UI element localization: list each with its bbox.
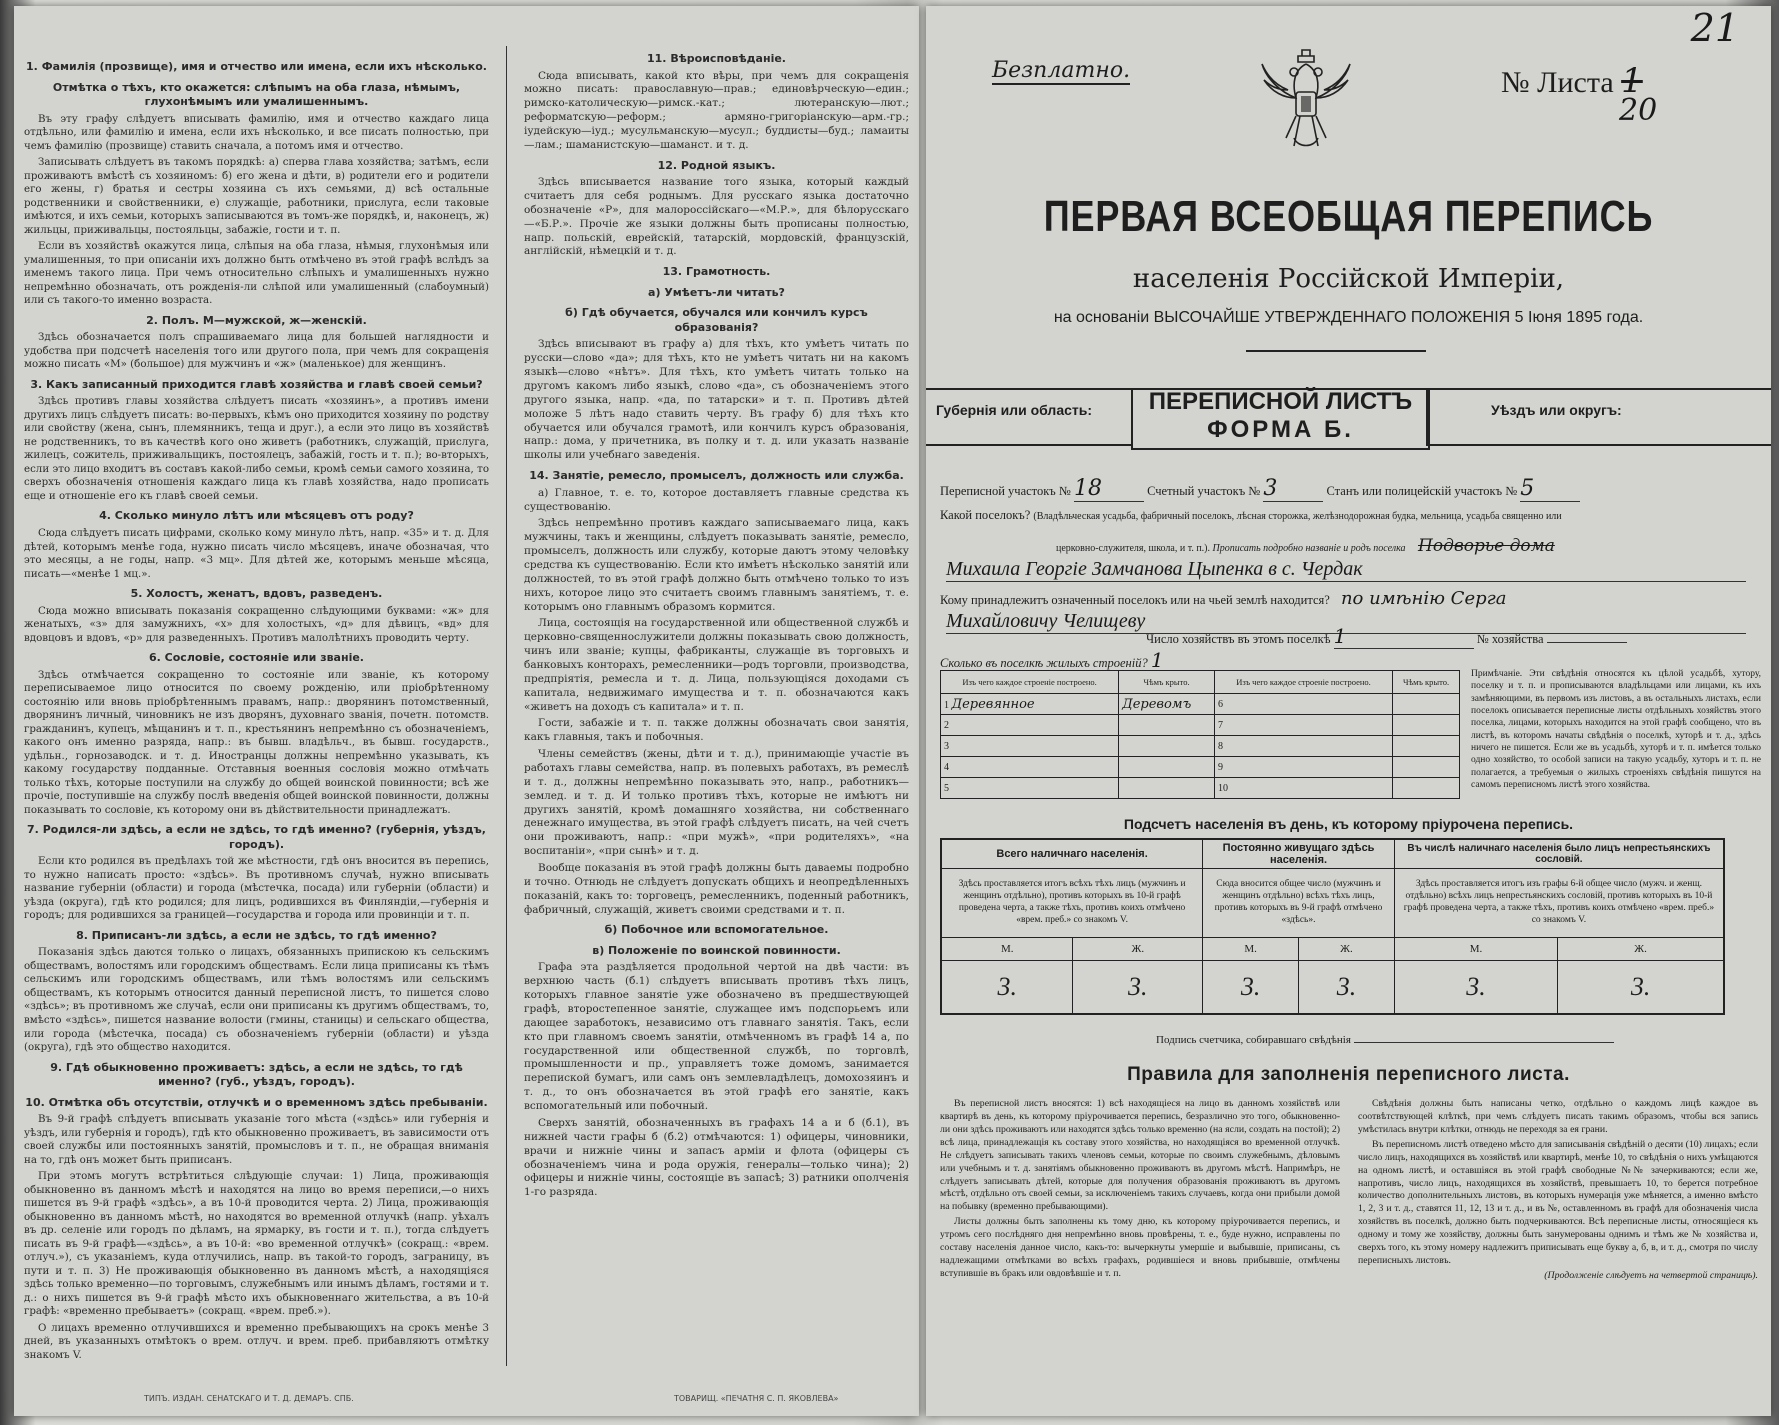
district-value: 18 [1074,476,1144,502]
buildings-cell [1393,757,1460,778]
form-header-divider [1426,388,1428,446]
section-paragraph: Лица, состоящія на государственной или общественной службѣ и церковно-священнослужители должны показывать свою должность, чинъ или званіе; купцы, фабриканты, служащіе въ торговыхъ и банковыхъ конторахъ, ремесленники—родъ торговли, производства, предпріятія, ремесла и т. д. Лица, пользующіяся доходами съ капитала, недвижимаго имущества и т. п. обозначаются какъ «живетъ на доходъ съ капитала» и т. п. [524,617,909,713]
section-heading: 3. Какъ записанный приходится главѣ хозяйства и главѣ своей семьи? [30,377,483,391]
count-male-header: М. [1203,938,1299,961]
count-female-header: Ж. [1073,938,1203,961]
buildings-cell [1393,736,1460,757]
buildings-line [940,648,1164,672]
rules-column-1 [940,1098,1340,1283]
section-heading: 12. Родной языкъ. [657,158,776,172]
settlement-line [940,508,1562,523]
stan-label: Станъ или полицейскій участокъ № [1326,484,1518,498]
instructions-column-2 [524,46,909,1203]
printer-imprint-left: ТИПЪ. ИЗДАН. СЕНАТСКАГО И Т. Д. ДЕМАРЪ. СПБ. [144,1394,354,1403]
section-paragraph: Графа эта раздѣляется продольной чертой на двѣ части: въ верхнюю часть (б.1) слѣдуетъ вписывать противъ тѣхъ лицъ, которыхъ главное занятіе уже обозначено въ предшествующей графѣ, второстепенное занятіе, служащее имъ подспорьемъ или дающее заработокъ, независимо отъ главнаго занятія. Такъ, если кто при главномъ своемъ занятіи, отмѣченномъ въ графѣ 14 а, по государственной или общественной службѣ, по торговлѣ, промышленности и пр., управляетъ тоже домомъ, занимается перепиской бумагъ, или самъ онъ землевладѣлецъ, домохозяинъ и т. д., то онъ обозначается въ этой графѣ его занятіе, какъ вспомогательный или побочный. [524,961,909,1113]
population-count-title: Подсчетъ населенія въ день, къ которому пріурочена перепись. [1123,816,1574,832]
settlement-handwriting-2: Михаила Георгіе Замчанова Цыпенка в с. Чердак [946,558,1746,582]
section-heading: в) Положеніе по воинской повинности. [592,943,841,957]
buildings-cell: 8 [1214,736,1392,757]
count-header-total: Всего наличнаго населенія. [941,839,1203,869]
printer-imprint-right: ТОВАРИЩ. «ПЕЧАТНЯ С. П. ЯКОВЛЕВА» [674,1394,839,1403]
rules-paragraph: Свѣдѣнія должны быть написаны четко, отдѣльно о каждомъ лицѣ каждое въ соотвѣтствующей клѣткѣ, при чемъ слѣдуетъ писать такимъ образомъ, чтобы вся запись умѣстилась внутри клѣтки, отнюдь не переходя за ея грани. [1358,1098,1758,1135]
free-label: Безплатно. [992,58,1131,83]
households-line [1146,624,1627,649]
buildings-cell [941,694,1119,715]
settlement-hint-line [1056,536,1555,556]
buildings-cell: 5 [941,778,1119,799]
section-heading: Отмѣтка о тѣхъ, кто окажется: слѣпымъ на оба глаза, нѣмымъ, глухонѣмымъ или умалишеннымъ. [52,80,461,109]
section-heading: 4. Сколько минуло лѣтъ или мѣсяцевъ отъ роду? [99,509,414,523]
section-heading: 8. Приписанъ-ли здѣсь, а если не здѣсь, то гдѣ именно? [76,928,437,942]
section-heading: 14. Занятіе, ремесло, промыселъ, должность или служба. [529,469,904,483]
buildings-cell: 9 [1214,757,1392,778]
buildings-cell: 2 [941,715,1119,736]
households-value: 1 [1334,624,1474,649]
count-permanent-female: 3. [1299,961,1395,1015]
rules-paragraph: Листы должны быть заполнены къ тому дню, къ которому пріурочивается перепись, и утромъ сего послѣдняго дня непремѣнно вновь провѣрены, т. е., буде нужно, исправлены по составу населенія данное число, какъ-то: вычеркнуты умершіе и выбывшіе, приписаны, съ надлежащими отмѣтками во всѣхъ графахъ, родившіеся и вновь прибывшіе, отмѣчены вступившіе въ бракъ или овдовѣвшіе и т. п. [940,1216,1340,1279]
archive-page-number: 21 [1690,6,1739,50]
rules-column-2 [1358,1098,1758,1285]
rules-paragraph: Въ переписной листъ вносятся: 1) всѣ находящіеся на лицо въ данномъ хозяйствѣ или квартирѣ въ день, къ которому пріурочивается перепись, безразлично это того, обыкновенно-ли они здѣсь проживаютъ или находятся здѣсь только временно (на ясли, создать на постой); 2) всѣ лица, принадлежащія къ составу этого хозяйства, но находящіяся во временной отлучкѣ. Не слѣдуетъ записывать такихъ членовъ семьи, которые по своимъ служебнымъ, дѣловымъ или учебнымъ и т. д. занятіямъ обыкновенно проживаютъ въ другомъ мѣстѣ. Напримѣръ, не слѣдуетъ записывать дѣтей, которые для получения образованія проживаютъ въ другомъ мѣстѣ, отдѣльно отъ своей семьи, за исключеніемъ такихъ случаевъ, когда они прибыли домой на побывку (временно пребывающими). [940,1098,1340,1213]
form-header-bottom-rule-left [926,444,1131,446]
buildings-col-material-1: Изъ чего каждое строеніе построено. [941,671,1119,694]
buildings-cell: 7 [1214,715,1392,736]
count-nonpeasant-female: 3. [1558,961,1724,1015]
district-line [940,476,1580,502]
section-paragraph: Здѣсь вписывают въ графу а) для тѣхъ, кто умѣетъ читать по русски—слово «да»; для тѣхъ, кто не умѣетъ читать ни на какомъ языкѣ—слово «нѣтъ». Для тѣхъ, кто умѣетъ читать только на другомъ какомъ либо языкѣ, слово «да», съ обозначеніемъ этого другого языка, напр. «да, по татарски» и т. п. Противъ дѣтей моложе 5 лѣтъ надо ставить черту. Въ графу б) для тѣхъ кто обучается или обучался грамотѣ, или кончилъ курсъ образованія, напр.: дома, у причетника, въ полку и т. д. или указать названіе школы или учебнаго заведенія. [524,338,909,462]
section-paragraph: Здѣсь противъ главы хозяйства слѣдуетъ писать «хозяинъ», а противъ имени другихъ лицъ слѣдуетъ писать: во-первыхъ, кѣмъ оно приходится хозяину по родству или свойству (жена, сынъ, племянникъ, теща и друг.), а если это лицо въ хозяйствѣ не родственникъ, то въ качествѣ кого оно живетъ (работникъ, служащій, прислуга, жилецъ, сожитель, приживальщикъ, постоялецъ, забажій, гость и т. п.); во-вторыхъ, если это лицо входитъ въ составъ какой-либо семьи, кромѣ семьи самого хозяина, то сверхъ обозначенія отношенія каждаго лица къ главѣ хозяйства, надо прописать еще и отношеніе его къ главѣ своей семьи. [24,395,489,502]
buildings-cell [1393,694,1460,715]
section-paragraph: Здѣсь обозначается полъ спрашиваемаго лица для большей наглядности и удобства при подсчетѣ населенія того или другого пола, при чемъ для сокращенія можно писать «М» (большое) для мужчинъ и «ж» (маленькое) для женщинъ. [24,331,489,371]
section-heading: 6. Сословіе, состояніе или званіе. [149,651,364,665]
count-header-nonpeasant: Въ числѣ наличнаго населенія было лицъ непрестьянскихъ сословій. [1394,839,1724,869]
sheet-number-value: 1 [1621,61,1643,101]
district-label: Переписной участокъ № [940,484,1071,498]
count-header-permanent: Постоянно живущаго здѣсь населенія. [1203,839,1395,869]
section-paragraph: Если въ хозяйствѣ окажутся лица, слѣпыя на оба глаза, нѣмыя, глухонѣмыя или умалишенныя, то при описаніи ихъ должно быть отмѣчено въ этой графѣ вслѣдъ за именемъ такого лица. При чемъ относительно слѣпыхъ и умалишенныхъ нужно непремѣнно обозначать, отъ рожденія-ли слѣпой или умалишенный (слабоумный) или съ такого-то именно возраста. [24,240,489,307]
count-district-label: Счетный участокъ № [1147,484,1261,498]
section-heading: 13. Грамотность. [662,265,771,279]
form-title-box [1131,388,1430,450]
stan-value: 5 [1520,476,1580,502]
buildings-col-roof-2: Чѣмъ крыто. [1393,671,1460,694]
left-page-instructions [14,6,919,1416]
buildings-cell [1393,778,1460,799]
signature-label: Подпись счетчика, собиравшаго свѣдѣнія [1156,1034,1351,1046]
section-heading: б) Побочное или вспомогательное. [604,923,829,937]
column-divider [506,46,507,1366]
instructions-column-1 [24,54,489,1365]
section-paragraph: О лицахъ временно отлучившихся и временно пребывающихъ на срокъ менѣе 3 дней, въ указанныхъ отмѣтокъ о врем. отлуч. и врем. преб. прибавляютъ отмѣтку знакомъ V. [24,1321,489,1361]
uezd-label: Уѣздъ или округъ: [1491,402,1622,418]
section-paragraph: Здѣсь непремѣнно противъ каждаго записываемаго лица, какъ мужчины, такъ и женщины, слѣдуетъ показывать занятіе, ремесло, промыселъ, должность или службу, которые даютъ этому человѣку средства къ существованію. Если кто имѣетъ нѣсколько занятій или должностей, то въ этой графѣ должно быть отмѣчено только то изъ нихъ, которое лицо это считаетъ своимъ главнымъ занятіемъ, т. е. которымъ оно главнымъ образомъ кормится. [524,517,909,613]
section-paragraph: Показанія здѣсь даются только о лицахъ, обязанныхъ припискою къ сельскимъ обществамъ, волостямъ или городскимъ обществамъ. Если лица приписаны къ тѣмъ сельскимъ или городскимъ обществамъ, или тѣмъ волостямъ или сельскимъ обществамъ, къ которымъ относится данный переписной листъ, то пишется слово «здѣсь»; въ противномъ же случаѣ, если они приписаны къ другимъ обществамъ, то, вмѣсто «здѣсь», пишется название волости (гмины, станицы) и сельскаго общества, или города (мѣстечка, посада) съ обозначеніемъ губерніи (области) и уѣзда (округа), гдѣ это общество находится. [24,946,489,1054]
row1-material: Деревянное [951,696,1035,712]
right-page-census-form [926,6,1771,1416]
buildings-value: 1 [1150,648,1164,672]
owner-label: Кому принадлежитъ означенный поселокъ или на чьей землѣ находится? [940,593,1330,607]
count-total-male: 3. [941,961,1073,1015]
buildings-cell: 3 [941,736,1119,757]
buildings-table [940,670,1460,799]
imperial-eagle-emblem [1256,46,1356,166]
sheet-number-label: № Листа [1501,66,1614,99]
section-heading: 2. Полъ. М—мужской, ж—женскій. [146,313,367,327]
settlement-hint-2: церковно-служителя, школа, и т. п.). [1056,543,1210,554]
census-legal-basis: на основаніи ВЫСОЧАЙШЕ УТВЕРЖДЕННАГО ПОЛОЖЕНІЯ 5 Іюня 1895 года. [1053,309,1644,326]
section-paragraph: Члены семействъ (жены, дѣти и т. д.), принимающіе участіе въ работахъ главы семейства, напр. въ полевыхъ работахъ, въ ремеслѣ и т. д., должны непремѣнно показывать это, напр., работникъ—землед. и т. д. И только противъ тѣхъ, которые не имѣютъ ни другихъ занятій, кромѣ домашняго хозяйства, ни собственнаго денежнаго имущества, въ этой графѣ слѣдуетъ писать, на чей счетъ они проживаютъ, напр.: «при мужѣ», «при родителяхъ», «на воспитаніи», «при сынѣ» и т. д. [524,748,909,858]
count-female-header: Ж. [1558,938,1724,961]
sheet-number-correction: 20 [1619,93,1658,128]
section-heading: 11. Вѣроисповѣданіе. [647,52,786,65]
count-permanent-male: 3. [1203,961,1299,1015]
household-number-field [1547,642,1627,643]
section-heading: 9. Гдѣ обыкновенно проживаетъ: здѣсь, а если не здѣсь, то гдѣ именно? (губ., уѣздъ, городъ). [50,1060,463,1089]
title-rule [1246,350,1426,352]
section-paragraph: Здѣсь вписывается название того языка, который каждый считаетъ для себя роднымъ. Для русскаго языка достаточно обозначеніе «Р», для малороссійскаго—«М.Р.», для бѣлорусскаго—«Б.Р.». Прочіе же языки должны быть прописаны полностью, напр. польскій, еврейскій, татарскій, мордовскій, французскій, англійскій, нѣмецкій и т. д. [524,176,909,258]
gubernia-label: Губернія или область: [936,402,1093,418]
form-letter: ФОРМА Б. [1207,416,1354,443]
households-label: Число хозяйствъ въ этомъ поселкѣ [1146,632,1331,646]
form-header-bottom-rule-right [1426,444,1771,446]
section-paragraph: Сверхъ занятій, обозначенныхъ въ графахъ 14 а и б (б.1), въ нижней части графы б (б.2) отмѣчаются: 1) офицеры, чиновники, врачи и нижніе чины и запасъ арміи и флота (офицеры съ обозначеніемъ чина и рода оружія, генералы—только чина); 2) офицеры и нижніе чины, состоящіе въ запасѣ; 3) ратники ополченія 1-го разряда. [524,1116,909,1199]
household-number-label: № хозяйства [1476,632,1544,646]
buildings-col-material-2: Изъ чего каждое строеніе построено. [1214,671,1392,694]
continued-note: (Продолженіе слѣдуетъ на четвертой страницѣ). [1544,1269,1758,1281]
buildings-label: Сколько въ поселкѣ жилыхъ строеній? [940,656,1148,670]
section-paragraph: Здѣсь отмѣчается сокращенно то состояніе или званіе, къ которому переписываемое лицо относится по своему рожденію, или пріобрѣтенному состоянію или вновь пріобрѣтеннымъ правамъ, напр.: дворянинъ потомственный, дворянинъ личный, чиновникъ не изъ дворянъ, духовнаго званія, почетн. потомств. гражданинъ, купецъ, мѣщанинъ и т. п., крестьянинъ непремѣнно съ обозначеніемъ, какого онъ именно разряда, напр.: въ бывш. владѣльч., въ бывш. государств., удѣльн., горнозаводск. и т. д. Иностранцы должны непремѣнно указывать, къ какому государству подданные. Отставныя военныя сословія можно отмѣчать только тѣхъ, которые поступили на службу до общей воинской повинности; всѣ же прочіе, поступившіе на службу послѣ введенія общей воинской повинности, должны показывать то сословіе, къ которому они въ дѣйствительности принадлежатъ. [24,668,489,816]
form-header [926,388,1771,448]
section-paragraph: Вообще показанія въ этой графѣ должны быть даваемы подробно и точно. Отнюдь не слѣдуетъ допускать общихъ и неопредѣленныхъ показаній, какъ то: торговецъ, ремесленникъ, поденный работникъ, фабричный, служащій, живетъ своими средствами и т. п. [524,862,909,916]
settlement-hint: (Владѣльческая усадьба, фабричный поселокъ, лѣсная сторожка, желѣзнодорожная будка, мельница, усадьба священно или [1033,511,1562,522]
section-paragraph: Если кто родился въ предѣлахъ той же мѣстности, гдѣ онъ вносится въ перепись, то нужно написать просто: «здѣсь». Въ противномъ случаѣ, нужно вписывать название губерніи (области) и города (мѣстечка, посада) или губерніи (области) и уѣзда (округа), гдѣ кто родился; для лицъ, родившихся въ Финляндіи,—губернія и городъ; для родившихся за границей—государства и города или провинціи и т. п. [24,855,489,922]
settlement-handwriting-1: Подворье дома [1418,536,1555,556]
count-male-header: М. [1394,938,1557,961]
population-count-table [940,838,1725,1015]
enumerator-signature-line [1156,1034,1614,1046]
buildings-cell [1119,715,1215,736]
sheet-number [1501,61,1658,128]
section-heading: б) Гдѣ обучается, обучался или кончилъ курсъ образованія? [565,306,868,334]
rules-paragraph: Въ переписномъ листѣ отведено мѣсто для записыванія свѣдѣній о десяти (10) лицахъ; если число лицъ, находящихся въ хозяйствѣ или квартирѣ, менѣе 10, то свѣдѣнія о нихъ умѣщаются на одномъ листѣ, и оставшіяся въ этой графѣ свободные №№ зачеркиваются; если же, напротивъ, число лицъ, находящихся въ хозяйствѣ, превышаетъ 10, то берется потребное количество дополнительныхъ листовъ, въ которыхъ нумерація уже мѣняется, а именно вмѣсто 1, 2, 3 и т. д., ставятся 11, 12, 13 и т. д., и въ №, оставленномъ въ графѣ для обозначенія числа хозяйствъ въ поселкѣ, должно быть подчеркиваются. Всѣ переписные листы, относящіеся къ одному и тому же хозяйству, должны быть занумерованы однимъ и тѣмъ же № хозяйства и, сверхъ того, къ этому номеру надлежитъ приписывать еще букву а, б, в, и т. д., смотря по числу переписныхъ листовъ. [1358,1138,1758,1267]
section-paragraph: Въ 9-й графѣ слѣдуетъ вписывать указаніе того мѣста («здѣсь» или губернія и уѣздъ, или губернія и городъ), гдѣ кто обыкновенно проживаетъ, въ зависимости отъ своей службы или постоянныхъ занятій, промысловъ и т. п., не обращая вниманія на то, гдѣ онъ может быть приписанъ. [24,1113,489,1166]
row-number: 1 [944,699,949,711]
count-desc-permanent: Сюда вносится общее число (мужчинъ и женщинъ отдѣльно) всѣхъ тѣхъ лицъ, противъ которыхъ въ 9-й графѣ отмѣчено «здѣсь». [1203,869,1395,938]
buildings-note: Примѣчаніе. Эти свѣдѣнія относятся къ цѣлой усадьбѣ, хутору, поселку и т. п. и прописываются владѣльцами или лицами, къ ихъ замѣняющими, въ первомъ изъ листовъ, а въ остальныхъ листахъ, если поселокъ описывается переписные листы отдѣльныхъ хозяйствъ этого поселка, лицами, которыхъ находится на этой графѣ сообщено, что въ листѣ, въ которомъ начаты свѣдѣнія о поселкѣ, хуторѣ и т. д., здѣсь ничего не пишется. Если же въ усадьбѣ, хуторѣ и т. п. имѣется только одно хозяйство, то особой записи на такую усадьбу, хуторъ и т. п. не полагается, а требуемыя о жилыхъ строеніяхъ свѣдѣнія пишутся на самомъ переписномъ листѣ этого хозяйства. [1471,669,1761,791]
settlement-hint-3: Прописать подробно названіе и родъ поселка [1212,543,1406,554]
buildings-cell: 4 [941,757,1119,778]
buildings-cell [1393,715,1460,736]
count-desc-nonpeasant: Здѣсь проставляется итогъ изъ графы 6-й общее число (мужч. и женщ. отдѣльно) всѣхъ лицъ непрестьянскихъ сословій, противъ которыхъ въ 10-й графѣ проведена черта, а также тѣхъ, противъ коихъ отмѣчено «врем. преб.» со знакомъ V. [1394,869,1724,938]
section-heading: 10. Отмѣтка объ отсутствіи, отлучкѣ и о временномъ здѣсь пребываніи. [25,1095,488,1109]
section-heading: 5. Холостъ, женатъ, вдовъ, разведенъ. [130,587,383,601]
census-subtitle: населенія Россійской Имперіи, [1132,264,1565,294]
owner-handwriting-1: по имѣнію Серга [1340,588,1507,609]
signature-field [1354,1042,1614,1043]
settlement-label: Какой поселокъ? [940,508,1031,522]
section-paragraph: Сюда можно вписывать показанія сокращенно слѣдующими буквами: «ж» для женатыхъ, «з» для замужнихъ, «х» для холостыхъ, «д» для дѣвицъ, «вд» для вдовцовъ и вдовъ, «р» для разведенныхъ. Противъ малолѣтнихъ проводить черту. [24,604,489,644]
census-title: ПЕРВАЯ ВСЕОБЩАЯ ПЕРЕПИСЬ [1043,192,1654,241]
section-paragraph: Гости, забажіе и т. п. также должны обозначать свои занятія, какъ главныя, такъ и побочныя. [524,717,909,744]
section-paragraph: При этомъ могутъ встрѣтиться слѣдующіе случаи: 1) Лица, проживающія обыкновенно въ данномъ мѣстѣ и находятся на лицо во время переписи,—о нихъ пишется въ 9-й графѣ «здѣсь», а въ 10-й проводится черта. 2) Лица, проживающія обыкновенно въ данномъ мѣстѣ, но находятся во временной отлучкѣ (напр. уѣхалъ въ др. селеніе или городъ по дѣламъ, на ярмарку, въ гости и т. п.), тогда слѣдуетъ писать въ 9-й графѣ—«здѣсь», а въ 10-й: «во временной отлучкѣ» (сокращ.: «врем. отлуч.»), съ указаніемъ, куда отлучились, напр. въ такой-то городъ, заграницу, въ пути и т. п. 3) Не проживающія обыкновенно въ данномъ мѣстѣ, а находящіяся здѣсь только временно—по торговымъ, служебнымъ или инымъ дѣламъ, гостями и т. д.: о нихъ пишется въ 9-й графѣ мѣсто ихъ обыкновеннаго жительства, а въ 10-й графѣ: «временно пребываетъ» (сокращ. «врем. преб.»). [24,1170,489,1318]
row1-roof: Деревомъ [1119,694,1215,715]
buildings-cell [1119,757,1215,778]
buildings-cell: 10 [1214,778,1392,799]
section-paragraph: а) Главное, т. е. то, которое доставляетъ главные средства къ существованію. [524,486,909,513]
owner-line [940,588,1506,609]
count-total-female: 3. [1073,961,1203,1015]
buildings-cell [1119,736,1215,757]
section-paragraph: Сюда вписывать, какой кто вѣры, при чемъ для сокращенія можно писать: православную—прав.; единовѣрческую—един.; римско-католическую—римск.-кат.; лютеранскую—лют.; реформатскую—реформ.; армяно-григоріанскую—арм.-гр.; іудейскую—іуд.; мусульманскую—мусул.; буддисты—буд.; ламаиты—лам.; шаманистскую—шаманст. и т. д. [524,69,909,151]
section-heading: а) Умѣетъ-ли читать? [648,285,785,299]
section-heading: 1. Фамилія (прозвище), имя и отчество или имена, если ихъ нѣсколько. [26,60,487,73]
section-paragraph: Записывать слѣдуетъ въ такомъ порядкѣ: а) сперва глава хозяйства; затѣмъ, если проживаютъ вмѣстѣ съ хозяиномъ: б) его жена и дѣти, в) родители его и родители его жены, г) братья и сестры хозяина съ ихъ семьями, д) всѣ остальные родственники и свойственники, е) служащіе, работники, прислуга, если таковые имѣются, и ихъ семьи, которыхъ записываются въ томъ-же порядкѣ, и, наконецъ, ж) жильцы, приживальцы, постояльцы, забажіе, гости и т. п. [24,156,489,236]
rules-title: Правила для заполненія переписного листа. [1127,1064,1570,1085]
buildings-cell [1119,778,1215,799]
count-male-header: М. [941,938,1073,961]
section-paragraph: Въ эту графу слѣдуетъ вписывать фамилію, имя и отчество каждаго лица отдѣльно, или фамилію и имена, если ихъ нѣсколько, и все писать полностью, при чемъ фамилію (прозвище) ставить сначала, а потомъ имя и отчество. [24,112,489,152]
count-district-value: 3 [1263,476,1323,502]
owner-handwriting-2: Михайловичу Челищеву [946,610,1746,634]
count-female-header: Ж. [1299,938,1395,961]
buildings-cell: 6 [1214,694,1392,715]
count-nonpeasant-male: 3. [1394,961,1557,1015]
section-heading: 7. Родился-ли здѣсь, а если не здѣсь, то гдѣ именно? (губернія, уѣздъ, городъ). [27,823,486,851]
count-desc-total: Здѣсь проставляется итогъ всѣхъ тѣхъ лицъ (мужчинъ и женщинъ отдѣльно), противъ которыхъ въ 10-й графѣ проведена черта, а также тѣхъ, противъ коихъ отмѣчено «врем. преб.» со знакомъ V. [941,869,1203,938]
form-title: ПЕРЕПИСНОЙ ЛИСТЪ [1148,388,1413,415]
section-paragraph: Сюда слѣдуетъ писать цифрами, сколько кому минуло лѣтъ, напр. «35» и т. д. Для дѣтей, которымъ менѣе года, нужно писать число мѣсяцевъ, иначе обозначая, что это месяцы, а не годы, напр. «3 мц». Для дѣтей же, которымъ меньше мѣсяца, писать—«менѣе 1 мц.». [24,526,489,580]
buildings-col-roof-1: Чѣмъ крыто. [1119,671,1215,694]
